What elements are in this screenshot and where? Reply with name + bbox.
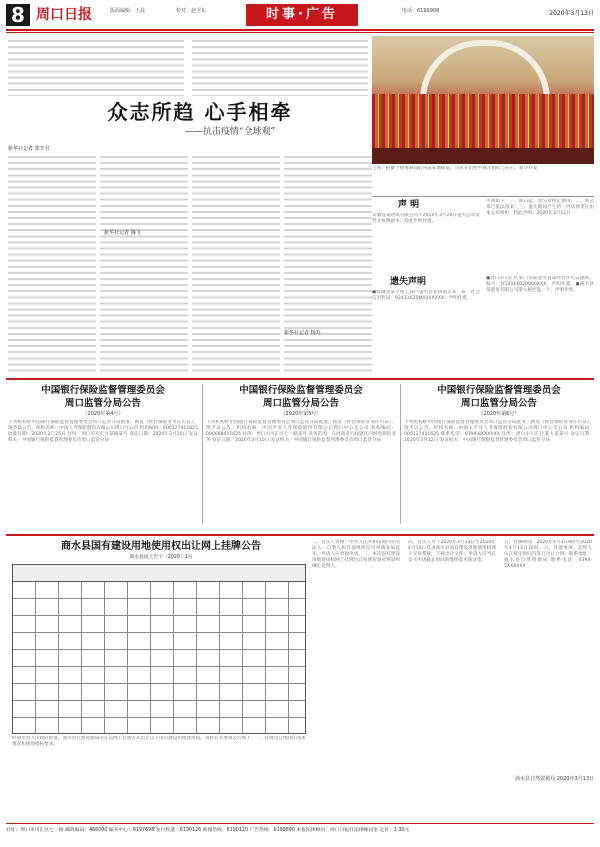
masthead-rule xyxy=(6,29,594,31)
land-notice-title: 商水县国有建设用地使用权出让网上挂牌公告 xyxy=(61,541,261,552)
cbirc-number-2: （2020年第5号） xyxy=(280,411,322,417)
cbirc-notices xyxy=(6,378,594,528)
masthead xyxy=(6,4,594,30)
cbirc-subtitle-3: 周口监管分局公告 xyxy=(460,398,537,409)
story-byline: 新华社记者 郑开君 xyxy=(8,146,50,152)
issue-date: 2020年3月13日 xyxy=(549,10,594,17)
editor-credit: 版面编辑：王晨 xyxy=(110,8,146,14)
photo-caption: 上图：拍摄于疫情期间的河南某地街道，市民在防控中展示团结与信心。新华社发 xyxy=(372,166,538,171)
story-body-col-4 xyxy=(284,154,372,372)
cbirc-title-1: 中国银行保险监督管理委员会 xyxy=(41,385,165,396)
column-divider xyxy=(400,384,401,524)
story-byline-3: 新华社记者 杨苏 xyxy=(284,330,321,336)
news-photo xyxy=(372,36,594,164)
statement-title: 声 明 xyxy=(398,200,420,210)
statement-right: 声明如下：一、即日起，原公章停止使用；二、新公章已依法备案；三、遗失期间产生的一切法律责任由本公司承担。特此声明。2020年3月12日 xyxy=(486,199,594,217)
land-parcel-table xyxy=(12,564,306,734)
story-lead-col-1 xyxy=(8,38,184,96)
land-table-header xyxy=(13,565,305,582)
masthead-rule-thin xyxy=(6,32,594,33)
statement-left: 安徽省某建筑有限公司于2019年3月20日遗失公章及营业执照副本，特此声明作废。 xyxy=(372,213,480,225)
cbirc-subtitle-2: 周口监管分局公告 xyxy=(262,398,339,409)
loss-notice-left: ●郸城县某个体工商户遗失营业执照正本，统一社会信用代码：92411625MA4XXXXX，声明作废。 xyxy=(372,290,480,302)
land-body-col-3: 五、挂牌时间：2020年4月3日9时至2020年4月13日10时。六、其他事项：竞得人应在规定时间内签订出让合同。联系地址：商水县自然资源局 联系电话：0394-5XXXXXX xyxy=(504,540,592,570)
land-notice-body xyxy=(312,540,594,770)
story-body-col-1 xyxy=(8,154,96,372)
proof-credit: 校对：赵卫东 xyxy=(176,8,207,14)
cbirc-subtitle-1: 周口监管分局公告 xyxy=(64,398,141,409)
loss-notice-title: 遗失声明 xyxy=(390,277,427,287)
land-body-col-2: 四、竞买人可于2020年3月13日至2020年4月10日登录商水县国有建设用地使用权网上交易系统，下载出让文件。申请人应当在竞买申请截止时间前缴纳竞买保证金。 xyxy=(408,540,496,564)
cbirc-notice-2 xyxy=(206,384,396,528)
photo-arch xyxy=(420,40,550,100)
paper-name: 周口日报 xyxy=(36,7,92,23)
land-notice-subtitle: 商水县国土告字〔2020〕1号 xyxy=(129,555,193,560)
loss-notice xyxy=(372,276,594,372)
cbirc-body-3: 下列机构经中国银行保险监督管理委员会周口监管分局批准，换发《经营保险业务许可证》，现予以公告。机构名称：中国太平洋人寿保险股份有限公司周口中心支公司 机构编码：000127411625 联系电话：0394-8XXXXXX 住所：周口市川汇区某大道某号 发证日期：2020年3月12日 发证机关：中国银行保险监督管理委员会周口监管分局 xyxy=(404,420,594,444)
cbirc-notice-3 xyxy=(404,384,594,528)
photo-ground xyxy=(372,148,594,164)
story-headline: 众志所趋 心手相牵 xyxy=(107,100,293,124)
land-notice xyxy=(6,534,594,822)
land-notice-signature: 商水县自然资源局 2020年3月13日 xyxy=(515,776,594,782)
cbirc-body-1: 下列机构经中国银行保险监督管理委员会周口监管分局批准，换发《经营保险业务许可证》，现予以公告。机构名称：中国人寿保险股份有限公司周口分公司 机构编码：000127411625 批准日期：2020年2月25日 住所：周口市川汇区某路某号 发证日期：2020年3月10日 发证机关：中国银行保险监督管理委员会周口监管分局 xyxy=(8,420,198,444)
cbirc-number-3: （2020年第6号） xyxy=(478,411,520,417)
cbirc-title-2: 中国银行保险监督管理委员会 xyxy=(239,385,363,396)
page-number: 8 xyxy=(6,4,30,26)
cbirc-title-3: 中国银行保险监督管理委员会 xyxy=(437,385,561,396)
story-lead xyxy=(8,38,368,98)
story-lead-col-2 xyxy=(192,38,368,96)
cbirc-body-2: 下列机构经中国银行保险监督管理委员会周口监管分局批准，换发《经营保险业务许可证》，现予以公告。机构名称：中国平安人寿保险股份有限公司周口中心支公司 机构编码：000088411625 住所：周口市川汇区七一路某号 业务范围：在河南省行政辖区内经营保险业务 发证日期：2020年3月10日 发证机关：中国银行保险监督管理委员会周口监管分局 xyxy=(206,420,396,444)
footer-info: 社址：周口市川汇区七一路 邮政编码：466000 编务中心：6197698 发行投递：6190126 新闻热线：6190120 广告热线：6199890 本报法律顾问：周口日报社法律顾问室 定价：1.30元 xyxy=(6,828,410,833)
story-body-col-2 xyxy=(100,154,188,372)
story-byline-2: 新华社记者 魏飞 xyxy=(104,230,141,236)
cbirc-number-1: （2020年第4号） xyxy=(82,411,124,417)
statement-notice xyxy=(372,196,594,262)
column-divider xyxy=(202,384,203,524)
story-body-col-3 xyxy=(192,154,280,372)
cbirc-notice-1 xyxy=(8,384,198,528)
section-title: 时事·广告 xyxy=(246,4,358,26)
footer-rule xyxy=(6,823,594,824)
story-body xyxy=(8,154,368,372)
land-notice-intro: 经商水县人民政府批准，商水县自然资源局决定以网上挂牌方式出让以下国有建设用地使用权。现将有关事项公告如下：一、挂牌出让地块的基本情况和规划指标要求。 xyxy=(12,736,306,748)
loss-notice-right: ●周口市川汇区某门市部遗失食品经营许可证副本，编号：JY14116020000XXX，声明作废。●商水县某商贸有限公司遗失税控盘一个，声明作废。 xyxy=(486,276,594,294)
land-body-col-1: 二、竞买人资格：中华人民共和国境内外的法人、自然人和其他组织均可申请参加竞买，申请人应单独申请。三、本次国有建设用地使用权网上挂牌出让按照价高者得原则确定竞得人。 xyxy=(312,540,400,570)
story-subhead: ——抗击疫情“全球观” xyxy=(184,127,276,137)
phone-credit: 电话：6199908 xyxy=(402,8,440,14)
